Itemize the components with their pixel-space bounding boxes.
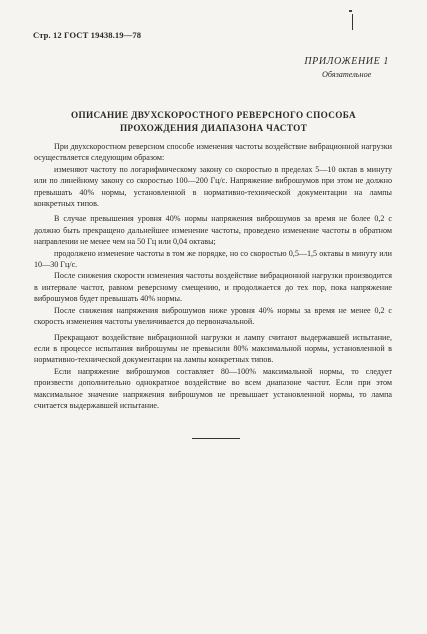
appendix-title: ПРИЛОЖЕНИЕ 1	[304, 56, 389, 67]
end-divider	[192, 438, 240, 439]
paragraph: Если напряжение виброшумов составляет 80—100% максимальной нормы, то следует произвести дополнительно однократное воздействие во всем диапазоне частот. Если при этом максимальное значение напряжения виброшумов не превышает установленной нормы, то лампа считается выдержавшей испытание.	[34, 366, 392, 410]
section-title-line: ОПИСАНИЕ ДВУХСКОРОСТНОГО РЕВЕРСНОГО СПОСОБА	[70, 110, 356, 120]
paragraph: Прекращают воздействие вибрационной нагрузки и лампу считают выдержавшей испытание, если в процессе испытания виброшумы не превысили 80% максимальной нормы, установленной в нормативно-технической документации на лампы конкретных типов.	[34, 332, 392, 365]
paragraph: После снижения напряжения виброшумов ниже уровня 40% нормы за время не менее 0,2 с скорость изменения частоты увеличивается до первоначальной.	[34, 305, 392, 327]
paragraph: изменяют частоту по логарифмическому закону со скоростью в пределах 5—10 октав в минуту или по линейному закону со скоростью 100—200 Гц/с. Напряжение виброшумов при этом не должно превышать 40% нормы, установленной в нормативно-технической документации на лампы конкретных типов.	[34, 164, 392, 209]
section-title-line: ПРОХОЖДЕНИЯ ДИАПАЗОНА ЧАСТОТ	[119, 123, 308, 133]
appendix-subtitle: Обязательное	[321, 70, 372, 79]
body-text	[34, 141, 392, 411]
section-title	[30, 109, 397, 135]
scan-mark	[349, 10, 352, 12]
appendix-heading	[304, 56, 389, 79]
paragraph: После снижения скорости изменения частоты воздействие вибрационной нагрузки производится в интервале частот, равном реверсному смещению, и продолжается до тех пор, пока напряжение виброшумов будет превышать 40% нормы.	[34, 271, 392, 304]
paragraph: При двухскоростном реверсном способе изменения частоты воздействие вибрационной нагрузки осуществляется следующим образом:	[34, 142, 392, 163]
page-header: Стр. 12 ГОСТ 19438.19—78	[33, 30, 142, 40]
paragraph: продолжено изменение частоты в том же порядке, но со скоростью 0,5—1,5 октавы в минуту или 10—30 Гц/с.	[34, 248, 392, 270]
paragraph: В случае превышения уровня 40% нормы напряжения виброшумов за время не более 0,2 с должно быть прекращено дальнейшее изменение частоты, проведено изменение частоты в обратном направлении не менее чем на 50 Гц или 0,04 октавы;	[34, 214, 392, 247]
scan-mark	[352, 14, 353, 30]
